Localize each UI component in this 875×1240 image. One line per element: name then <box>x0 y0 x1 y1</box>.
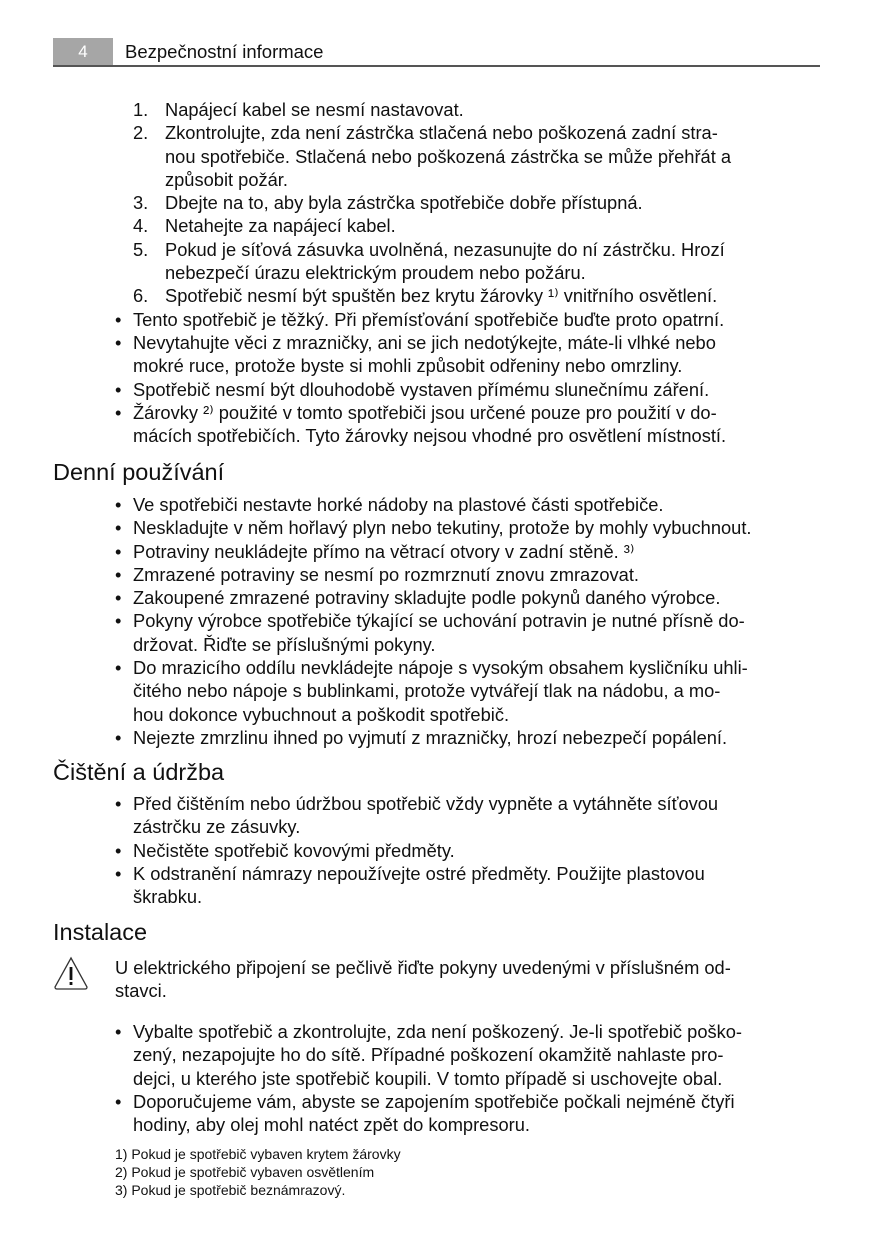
list-item <box>0 839 875 862</box>
text-line: Doporučujeme vám, abyste se zapojením spotřebiče počkali nejméně čtyři <box>133 1090 735 1112</box>
list4-items <box>0 1020 875 1136</box>
text-line: Do mrazicího oddílu nevkládejte nápoje s vysokým obsahem kysličníku uhli- <box>133 657 748 679</box>
bullet-marker: • <box>115 862 122 884</box>
text-line: K odstranění námrazy nepoužívejte ostré předměty. Použijte plastovou <box>133 862 705 884</box>
list-item <box>0 238 875 285</box>
text-line: mokré ruce, protože byste si mohli způsobit odřeniny nebo omrzliny. <box>133 355 683 377</box>
item-text <box>133 839 875 862</box>
bullet-marker: • <box>115 540 122 562</box>
item-text <box>133 1090 875 1137</box>
text-line: Spotřebič nesmí být spuštěn bez krytu žárovky ¹⁾ vnitřního osvětlení. <box>165 285 718 307</box>
item-text <box>133 862 875 909</box>
item-text <box>165 121 875 191</box>
text-line: Tento spotřebič je těžký. Při přemísťování spotřebiče buďte proto opatrní. <box>133 308 725 330</box>
item-text <box>133 563 875 586</box>
text-line: hodiny, aby olej mohl natéct zpět do kompresoru. <box>133 1114 530 1136</box>
item-text <box>165 214 875 237</box>
list3-items <box>0 792 875 908</box>
list-item <box>0 121 875 191</box>
list-item <box>0 726 875 749</box>
item-text <box>133 378 875 401</box>
item-number: 6. <box>133 285 149 307</box>
list-item <box>0 191 875 214</box>
daily-use-list <box>0 493 875 749</box>
item-number: 5. <box>133 238 149 260</box>
text-line: Spotřebič nesmí být dlouhodobě vystaven přímému slunečnímu záření. <box>133 378 710 400</box>
text-line: Pokud je síťová zásuvka uvolněná, nezasunujte do ní zástrčku. Hrozí <box>165 238 725 260</box>
item-text <box>133 586 875 609</box>
list-item <box>0 308 875 331</box>
list-item <box>0 563 875 586</box>
section-heading-daily-use: Denní používání <box>53 459 225 485</box>
list-item <box>0 1090 875 1137</box>
bullet-marker: • <box>115 839 122 861</box>
list-item <box>0 516 875 539</box>
item-text <box>165 191 875 214</box>
list1b-items <box>0 308 875 448</box>
bullet-marker: • <box>115 726 122 748</box>
item-text <box>133 540 875 563</box>
page-number: 4 <box>53 38 113 65</box>
item-text <box>133 331 875 378</box>
text-line: Před čištěním nebo údržbou spotřebič vždy vypněte a vytáhněte síťovou <box>133 793 719 814</box>
text-line: škrabku. <box>133 886 203 908</box>
cleaning-list <box>0 792 875 908</box>
installation-warning <box>0 956 875 1003</box>
list-item <box>0 540 875 563</box>
list-item <box>0 378 875 401</box>
text-line: zástrčku ze zásuvky. <box>133 816 301 838</box>
list-item <box>0 656 875 726</box>
footnotes <box>0 1145 875 1199</box>
text-line: nou spotřebiče. Stlačená nebo poškozená zástrčka se může přehřát a <box>165 145 732 167</box>
list-item <box>0 862 875 909</box>
installation-list <box>0 1020 875 1136</box>
text-line: způsobit požár. <box>165 168 288 190</box>
bullet-marker: • <box>115 793 122 814</box>
text-line: Vybalte spotřebič a zkontrolujte, zda není poškozený. Je-li spotřebič poško- <box>133 1021 743 1042</box>
item-text <box>133 726 875 749</box>
text-line: mácích spotřebičích. Tyto žárovky nejsou vhodné pro osvětlení místností. <box>133 425 727 447</box>
text-line: Nevytahujte věci z mrazničky, ani se jich nedotýkejte, máte-li vlhké nebo <box>133 331 716 353</box>
text-line: Pokyny výrobce spotřebiče týkající se uchování potravin je nutné přísně do- <box>133 610 745 632</box>
text-line: Zakoupené zmrazené potraviny skladujte podle pokynů daného výrobce. <box>133 587 721 609</box>
list-item <box>0 792 875 839</box>
text-line: Dbejte na to, aby byla zástrčka spotřebiče dobře přístupná. <box>165 192 643 214</box>
text-line: Zmrazené potraviny se nesmí po rozmrznutí znovu zmrazovat. <box>133 563 639 585</box>
safety-list <box>0 98 875 447</box>
item-text <box>133 308 875 331</box>
bullet-marker: • <box>115 587 122 609</box>
text-line: Napájecí kabel se nesmí nastavovat. <box>165 99 464 120</box>
list-item <box>0 1020 875 1090</box>
section-heading-cleaning: Čištění a údržba <box>53 759 225 785</box>
list-item <box>0 609 875 656</box>
list-item <box>0 493 875 516</box>
text-line: Nejezte zmrzlinu ihned po vyjmutí z mrazničky, hrozí nebezpečí popálení. <box>133 726 728 748</box>
warning-icon <box>53 956 89 990</box>
item-text <box>165 98 875 121</box>
text-line: čitého nebo nápoje s bublinkami, protože vytvářejí tlak na nádobu, a mo- <box>133 680 721 702</box>
item-text <box>133 609 875 656</box>
footnote-3: 3) Pokud je spotřebič beznámrazový. <box>115 1182 346 1198</box>
text-line: držovat. Řiďte se příslušnými pokyny. <box>133 633 436 655</box>
item-number: 1. <box>133 99 149 120</box>
item-number: 3. <box>133 192 149 214</box>
item-text <box>133 1020 875 1090</box>
list-item <box>0 401 875 448</box>
item-text <box>133 516 875 539</box>
list1-items <box>0 98 875 308</box>
item-text <box>165 284 875 307</box>
item-text <box>165 238 875 285</box>
item-number: 2. <box>133 122 149 144</box>
text-line: zený, nezapojujte ho do sítě. Případné poškození okamžitě nahlaste pro- <box>133 1044 724 1066</box>
bullet-marker: • <box>115 517 122 539</box>
text-line: hou dokonce vybuchnout a poškodit spotřebič. <box>133 703 510 725</box>
text-line: Nečistěte spotřebič kovovými předměty. <box>133 839 455 861</box>
text-line: dejci, u kterého jste spotřebič koupili. V tomto případě si uschovejte obal. <box>133 1067 723 1089</box>
text-line: Žárovky ²⁾ použité v tomto spotřebiči jsou určené pouze pro použití v do- <box>133 401 717 423</box>
bullet-marker: • <box>115 610 122 632</box>
list2-items <box>0 493 875 749</box>
bullet-marker: • <box>115 401 122 423</box>
bullet-marker: • <box>115 657 122 679</box>
item-text <box>133 401 875 448</box>
text-line: Ve spotřebiči nestavte horké nádoby na plastové části spotřebiče. <box>133 494 664 515</box>
warning-text: U elektrického připojení se pečlivě řiďte pokyny uvedenými v příslušném od- stavci. <box>115 957 731 1002</box>
text-line: Zkontrolujte, zda není zástrčka stlačená nebo poškozená zadní stra- <box>165 122 718 144</box>
bullet-marker: • <box>115 1021 122 1042</box>
list-item <box>0 284 875 307</box>
item-text <box>133 656 875 726</box>
section-heading-installation: Instalace <box>53 919 148 945</box>
list-item <box>0 586 875 609</box>
list-item <box>0 214 875 237</box>
item-text <box>133 493 875 516</box>
list-item <box>0 98 875 121</box>
list-item <box>0 331 875 378</box>
bullet-marker: • <box>115 331 122 353</box>
bullet-marker: • <box>115 378 122 400</box>
item-number: 4. <box>133 215 149 237</box>
item-text <box>133 792 875 839</box>
footnote-1: 1) Pokud je spotřebič vybaven krytem žárovky <box>115 1146 401 1162</box>
text-line: nebezpečí úrazu elektrickým proudem nebo požáru. <box>165 262 586 284</box>
text-line: Netahejte za napájecí kabel. <box>165 215 396 237</box>
text-line: Neskladujte v něm hořlavý plyn nebo tekutiny, protože by mohly vybuchnout. <box>133 517 752 539</box>
bullet-marker: • <box>115 1090 122 1112</box>
text-line: Potraviny neukládejte přímo na větrací otvory v zadní stěně. ³⁾ <box>133 540 635 562</box>
bullet-marker: • <box>115 308 122 330</box>
chapter-title: Bezpečnostní informace <box>125 41 324 62</box>
bullet-marker: • <box>115 494 122 515</box>
footnote-2: 2) Pokud je spotřebič vybaven osvětlením <box>115 1164 375 1180</box>
bullet-marker: • <box>115 563 122 585</box>
header-divider <box>53 65 820 67</box>
